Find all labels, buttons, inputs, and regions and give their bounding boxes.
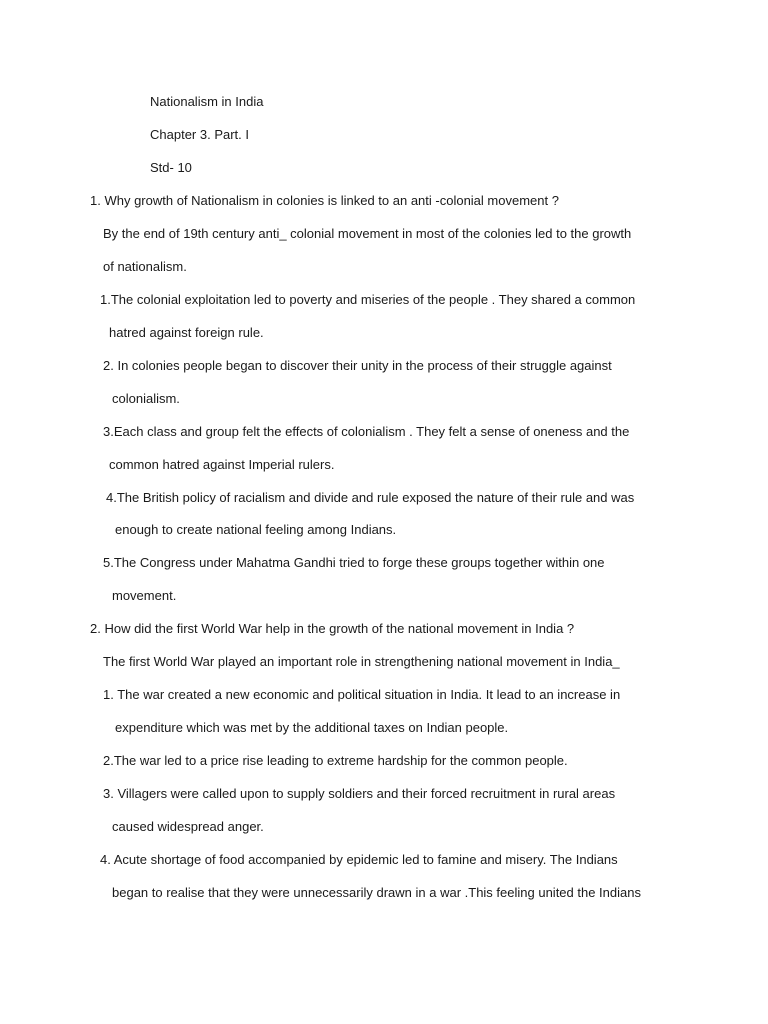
q2-point-2-line-1: 2.The war led to a price rise leading to extreme hardship for the common people.	[103, 753, 568, 768]
q2-point-3-line-2: caused widespread anger.	[112, 819, 264, 834]
q1-intro-line-1: By the end of 19th century anti_ colonial movement in most of the colonies led to the growth	[103, 226, 632, 241]
q1-intro-line-2: of nationalism.	[103, 259, 187, 274]
q1-point-3-line-2: common hatred against Imperial rulers.	[109, 457, 335, 472]
chapter-label: Chapter 3. Part. I	[150, 127, 249, 142]
question-2: 2. How did the first World War help in the growth of the national movement in India ?	[90, 621, 575, 636]
q1-point-4-line-2: enough to create national feeling among Indians.	[115, 522, 397, 537]
q2-point-3-line-1: 3. Villagers were called upon to supply soldiers and their forced recruitment in rural areas	[103, 786, 616, 801]
q1-point-5-line-2: movement.	[112, 588, 177, 603]
q1-point-2-line-2: colonialism.	[112, 391, 180, 406]
q2-point-1-line-2: expenditure which was met by the additional taxes on Indian people.	[115, 720, 509, 735]
question-1: 1. Why growth of Nationalism in colonies is linked to an anti -colonial movement ?	[90, 193, 559, 208]
q1-point-1-line-2: hatred against foreign rule.	[109, 325, 264, 340]
q2-intro-line-1: The first World War played an important role in strengthening national movement in India_	[103, 654, 620, 669]
q2-point-4-line-2: began to realise that they were unnecessarily drawn in a war .This feeling united the Indians	[112, 885, 641, 900]
q1-point-1-line-1: 1.The colonial exploitation led to poverty and miseries of the people . They shared a common	[100, 292, 636, 307]
q2-point-4-line-1: 4. Acute shortage of food accompanied by epidemic led to famine and misery. The Indians	[100, 852, 618, 867]
q1-point-4-line-1: 4.The British policy of racialism and divide and rule exposed the nature of their rule and was	[106, 490, 635, 505]
q1-point-2-line-1: 2. In colonies people began to discover their unity in the process of their struggle against	[103, 358, 612, 373]
standard-label: Std- 10	[150, 160, 192, 175]
q1-point-5-line-1: 5.The Congress under Mahatma Gandhi tried to forge these groups together within one	[103, 555, 605, 570]
q1-point-3-line-1: 3.Each class and group felt the effects of colonialism . They felt a sense of oneness and the	[103, 424, 630, 439]
document-title: Nationalism in India	[150, 94, 264, 109]
q2-point-1-line-1: 1. The war created a new economic and political situation in India. It lead to an increase in	[103, 687, 621, 702]
